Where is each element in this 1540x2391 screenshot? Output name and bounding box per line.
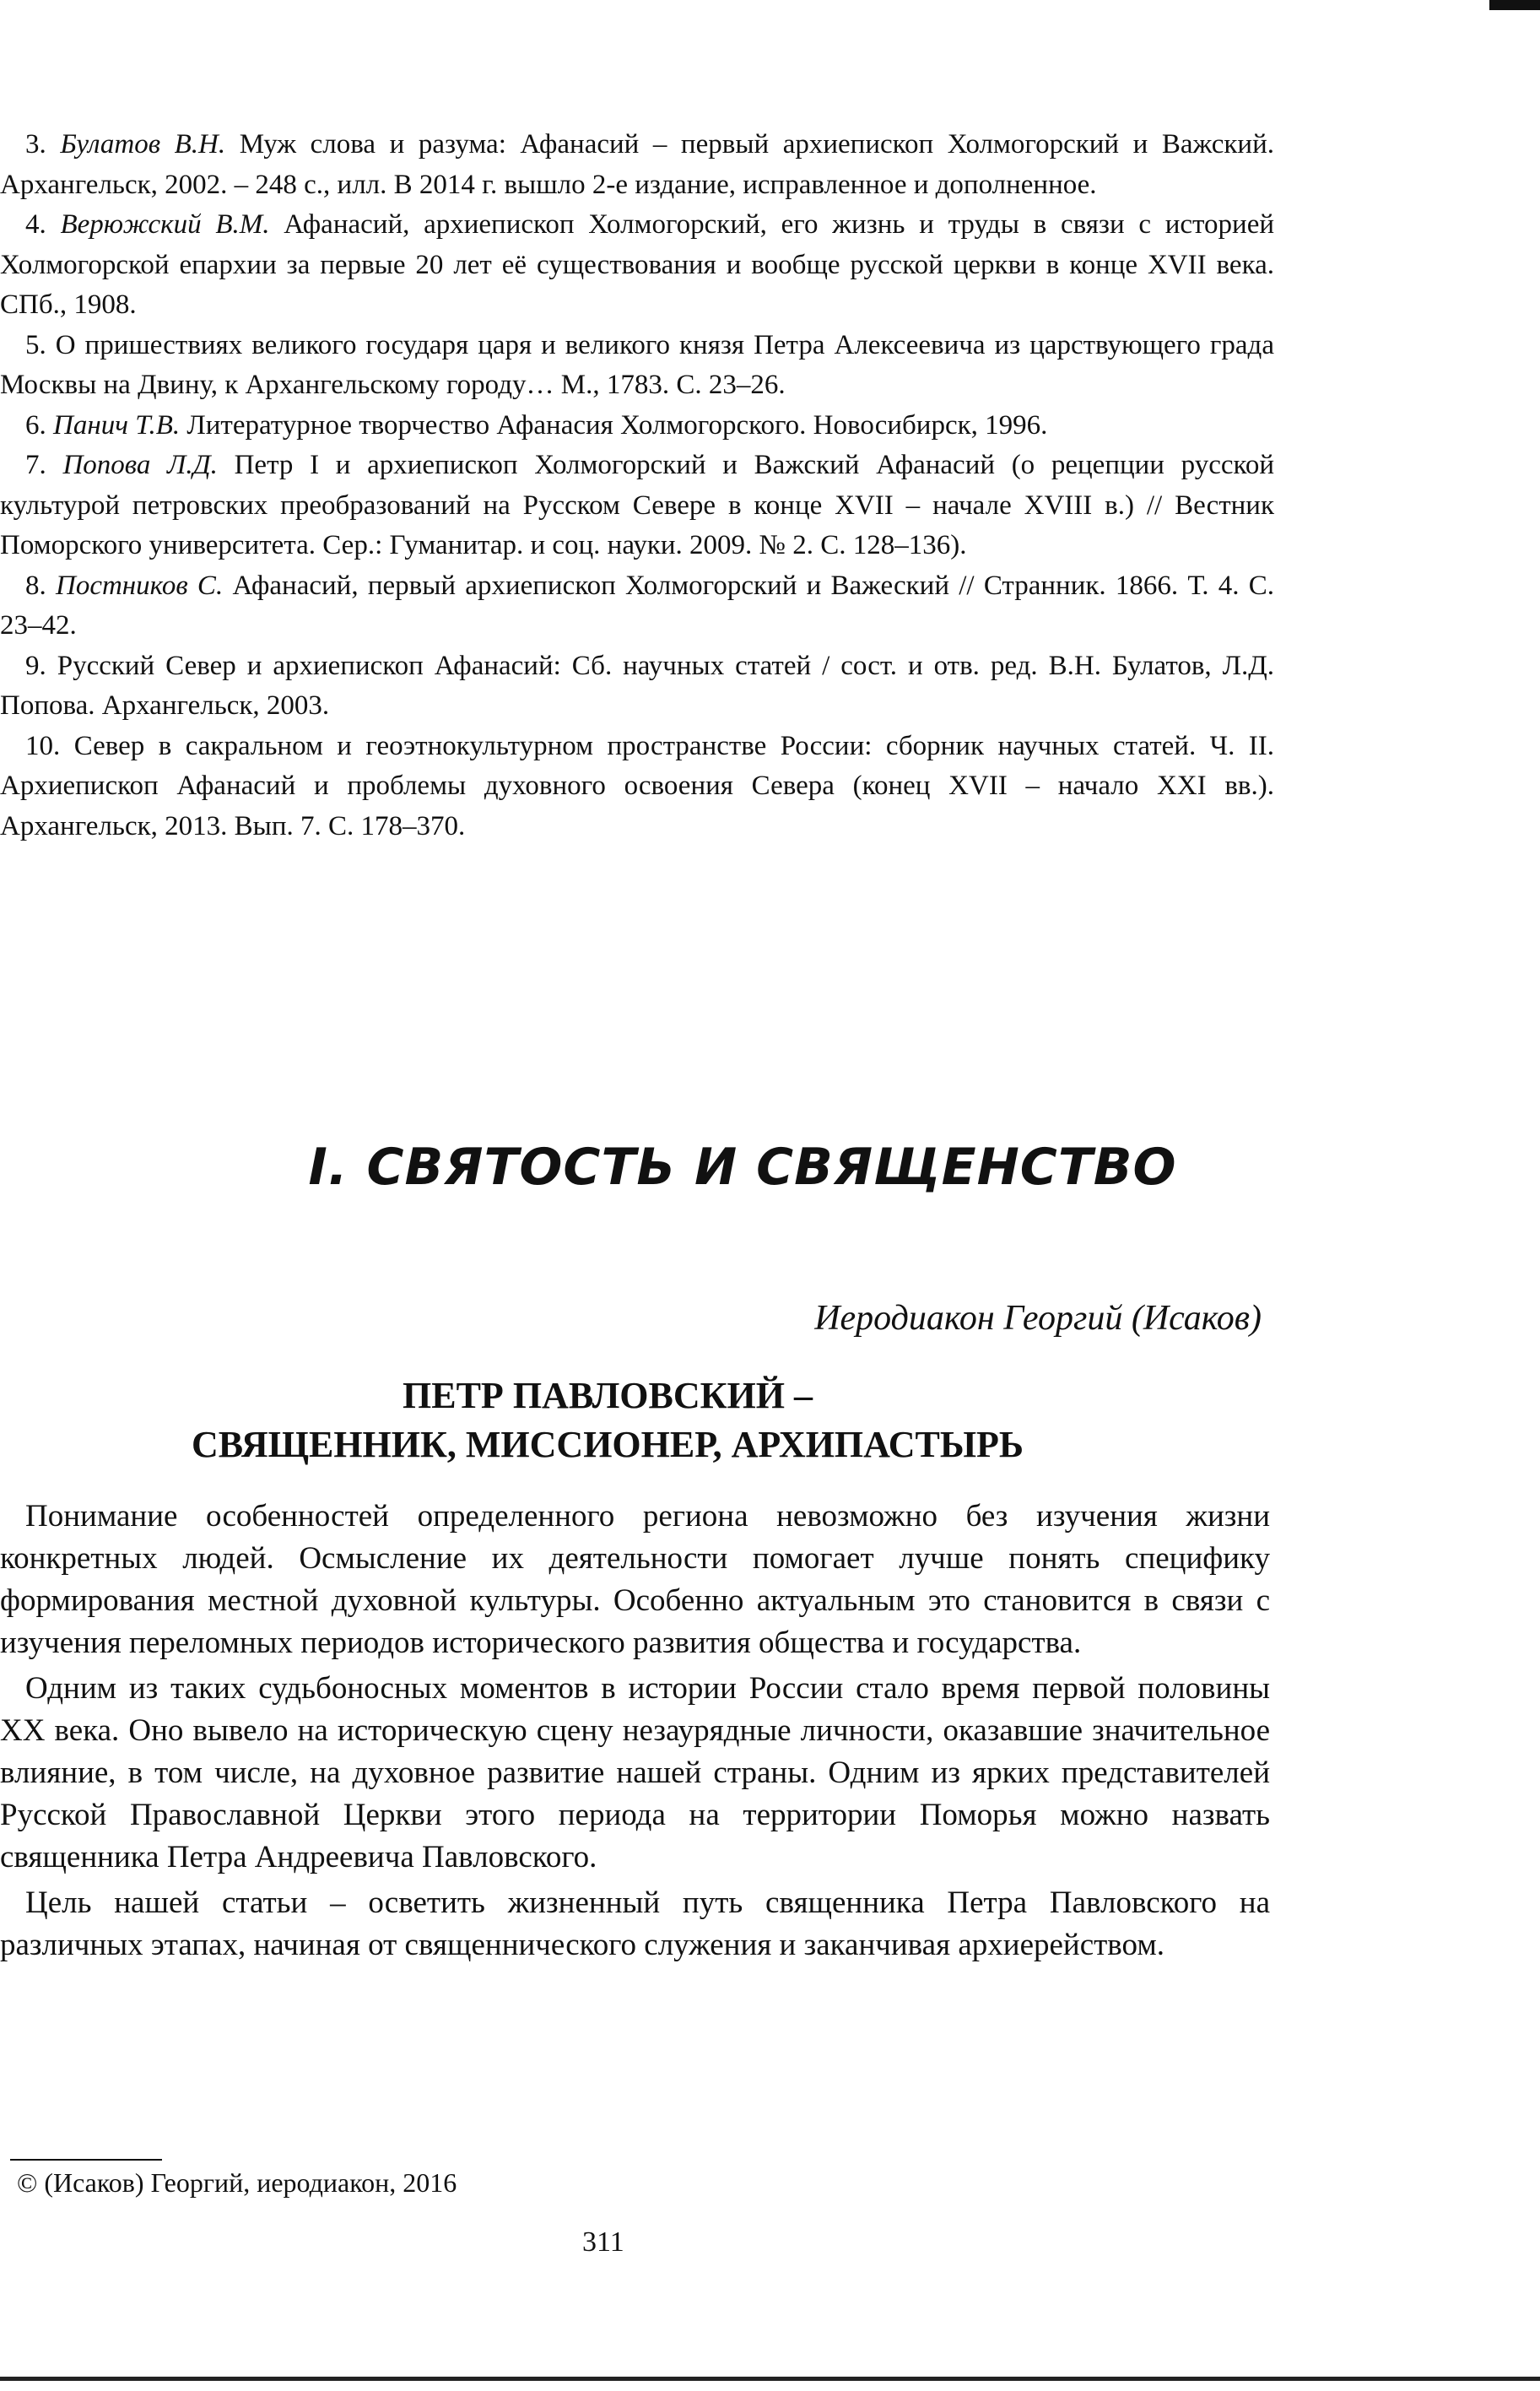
footnote-divider: [10, 2159, 162, 2161]
reference-number: 4.: [25, 209, 46, 240]
article-title-line: ПЕТР ПАВЛОВСКИЙ –: [403, 1375, 813, 1416]
reference-number: 7.: [25, 450, 46, 480]
reference-author: Попова Л.Д.: [62, 450, 218, 480]
reference-item: [0, 727, 1274, 847]
article-author: Иеродиакон Георгий (Исаков): [814, 1299, 1262, 1338]
article-title: [51, 1371, 1164, 1469]
reference-number: 6.: [25, 409, 46, 441]
reference-item: [0, 326, 1274, 406]
section-title: I. СВЯТОСТЬ И СВЯЩЕНСТВО: [308, 1138, 1177, 1197]
reference-item: [0, 566, 1274, 646]
reference-item: [0, 446, 1274, 566]
reference-author: Панич Т.В.: [53, 409, 181, 441]
reference-author: Булатов В.Н.: [60, 129, 226, 160]
reference-text: О пришествиях великого государя царя и великого князя Петра Алексеевича из царствующего града Москвы на Двину, к Архангельскому городу… М., 1783. С. 23–26.: [0, 329, 1274, 400]
body-paragraph: Цель нашей статьи – осветить жизненный путь священника Петра Павловского на различных этапах, начиная от священнического служения и заканчивая архиерейством.: [0, 1885, 1270, 1962]
copyright-footnote: © (Исаков) Георгий, иеродиакон, 2016: [17, 2167, 457, 2198]
reference-number: 8.: [25, 570, 46, 601]
body-paragraph: Одним из таких судьбоносных моментов в истории России стало время первой половины XX века. Оно вывело на историческую сцену незаурядные личности, оказавшие значительное влияние, в том числе, на духовное развитие нашей страны. Одним из ярких представителей Русской Православной Церкви этого периода на территории Поморья можно назвать священника Петра Андреевича Павловского.: [0, 1671, 1270, 1874]
reference-text: Литературное творчество Афанасия Холмогорского. Новосибирск, 1996.: [180, 409, 1048, 441]
reference-number: 3.: [25, 129, 46, 160]
reference-text: Петр I и архиепископ Холмогорский и Важский Афанасий (о рецепции русской культурой петровских преобразований на Русском Севере в конце XVII – начале XVIII в.) // Вестник Поморского университета. Сер.: Гуманитар. и соц. науки. 2009. № 2. С. 128–136).: [0, 450, 1275, 560]
reference-item: [0, 406, 1274, 446]
reference-item: [0, 125, 1274, 205]
reference-text: Муж слова и разума: Афанасий – первый архиепископ Холмогорский и Важский. Архангельск, 2002. – 248 с., илл. В 2014 г. вышло 2-е издание, исправленное и дополненное.: [0, 129, 1274, 200]
reference-text: Афанасий, первый архиепископ Холмогорский и Важеский // Странник. 1866. Т. 4. С. 23–42.: [0, 570, 1274, 641]
reference-text: Север в сакральном и геоэтнокультурном пространстве России: сборник научных статей. Ч. II. Архиепископ Афанасий и проблемы духовного освоения Севера (конец XVII – начало XXI вв.). Архангельск, 2013. Вып. 7. С. 178–370.: [0, 730, 1274, 841]
reference-item: [0, 205, 1274, 326]
scan-corner-mark: [1489, 0, 1540, 10]
body-paragraph: Понимание особенностей определенного региона невозможно без изучения жизни конкретных людей. Осмысление их деятельности помогает лучше понять специфику формирования местной духовной культуры. Особенно актуальным это становится в связи с изучения переломных периодов исторического развития общества и государства.: [0, 1499, 1270, 1660]
reference-author: Постников С.: [56, 570, 224, 601]
article-title-line: СВЯЩЕННИК, МИССИОНЕР, АРХИПАСТЫРЬ: [191, 1424, 1024, 1465]
reference-author: Верюжский В.М.: [60, 209, 270, 240]
scan-bottom-rule: [0, 2377, 1540, 2381]
page-number: 311: [582, 2226, 624, 2258]
reference-number: 10.: [25, 730, 61, 761]
reference-number: 9.: [25, 650, 46, 681]
article-body: [0, 1496, 1270, 1970]
references-list: [0, 125, 1274, 847]
reference-text: Афанасий, архиепископ Холмогорский, его жизнь и труды в связи с историей Холмогорской епархии за первые 20 лет её существования и вообще русской церкви в конце XVII века. СПб., 1908.: [0, 209, 1274, 320]
reference-item: [0, 646, 1274, 727]
reference-text: Русский Север и архиепископ Афанасий: Сб. научных статей / сост. и отв. ред. В.Н. Булатов, Л.Д. Попова. Архангельск, 2003.: [0, 650, 1275, 721]
reference-number: 5.: [25, 329, 46, 360]
